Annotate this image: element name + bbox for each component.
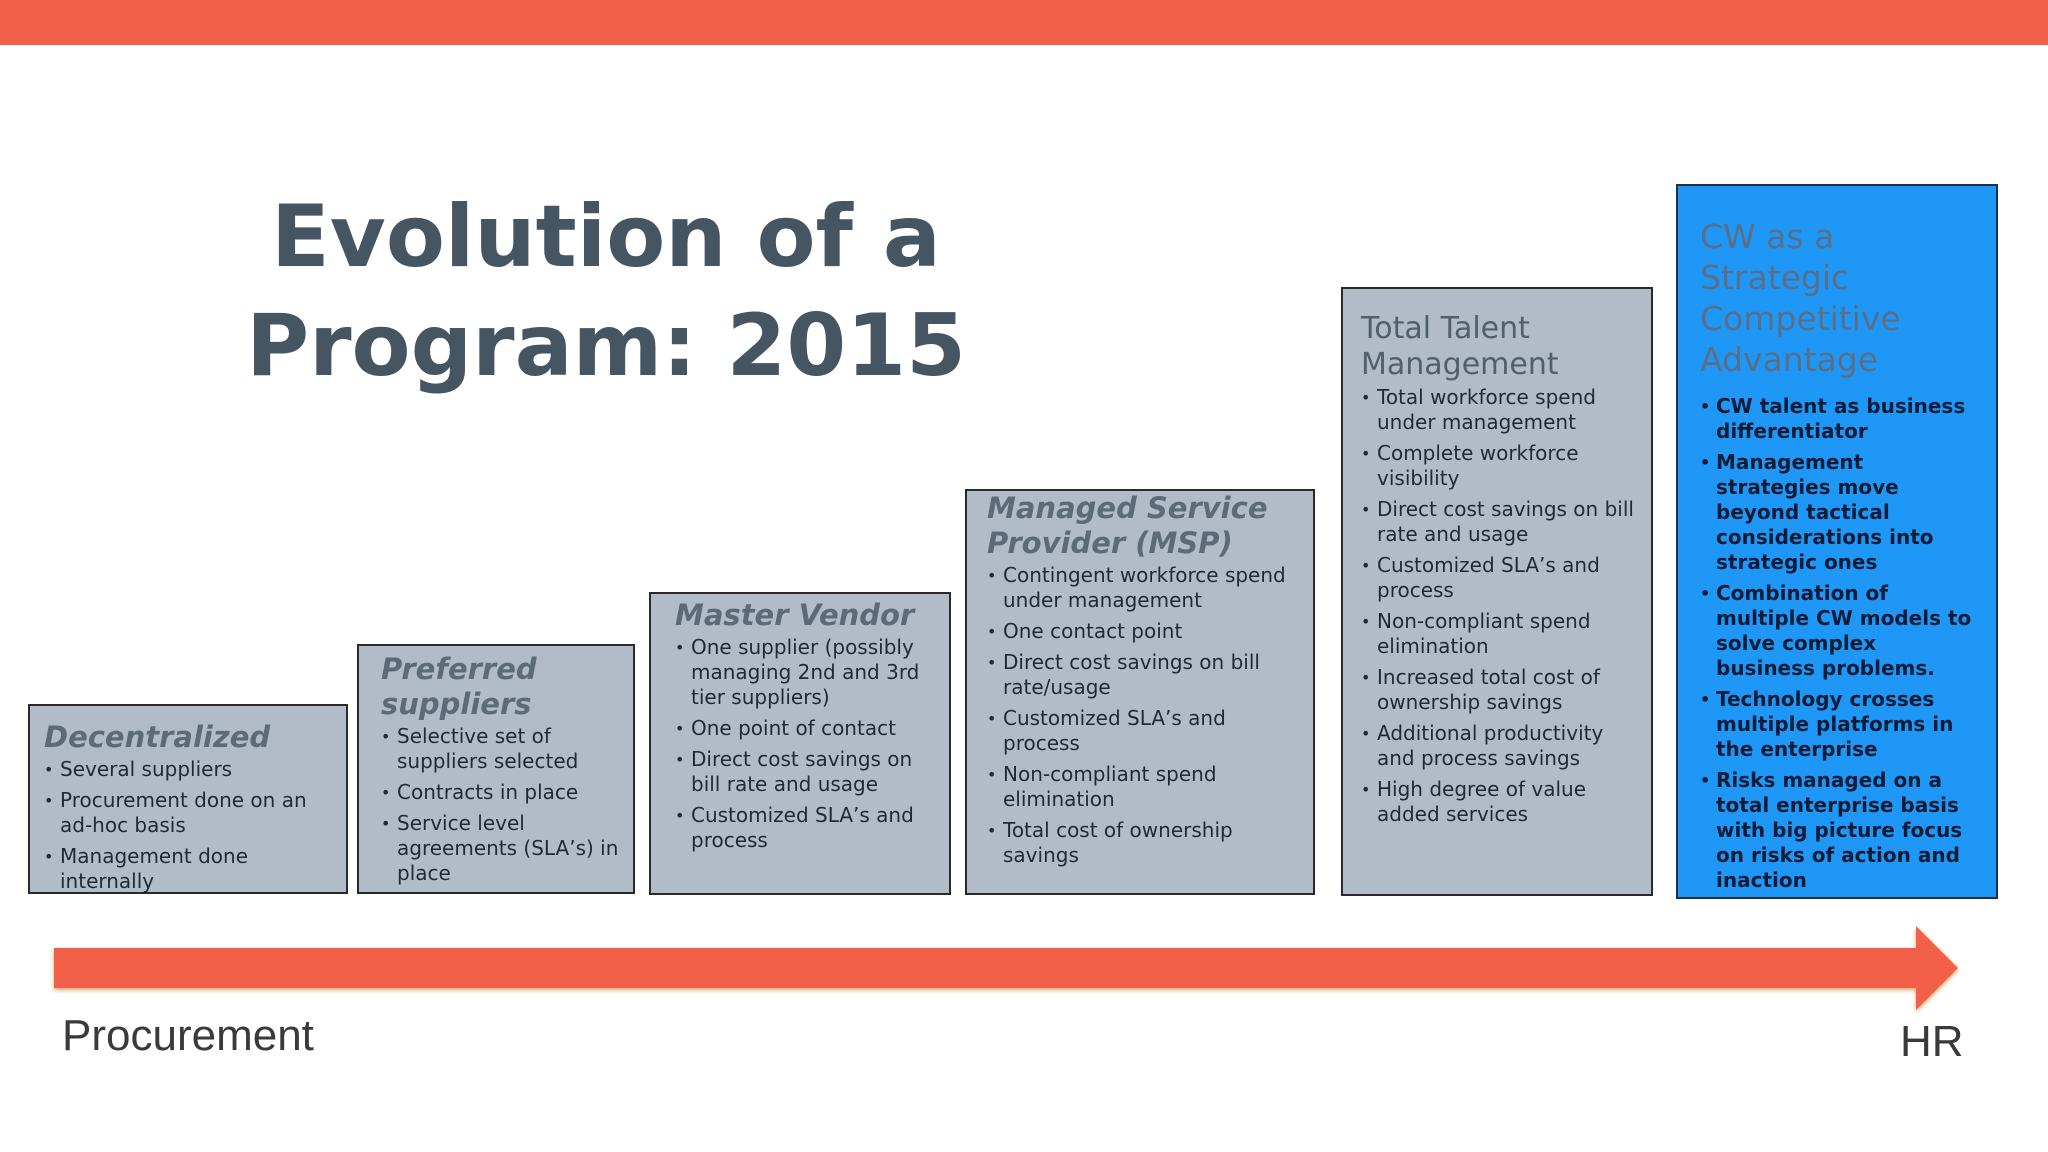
bullet-item: • Risks managed on a total enterprise basis with big picture focus on risks of action and inaction [1700, 768, 1980, 893]
stage-preferred-suppliers [357, 644, 635, 894]
bullet-item: • Customized SLA’s and process [675, 803, 937, 853]
stage-title: Managed Service Provider (MSP) [987, 491, 1268, 560]
bullet-item: • Complete workforce visibility [1361, 441, 1639, 491]
stage-title: Total Talent Management [1361, 311, 1559, 382]
bullet-item: • Non-compliant spend elimination [987, 762, 1301, 812]
stage-decentralized [28, 704, 348, 894]
bullet-item: • Service level agreements (SLA’s) in place [381, 811, 621, 886]
bullet-item: • Procurement done on an ad-hoc basis [44, 788, 334, 838]
bullet-item: • Total cost of ownership savings [987, 818, 1301, 868]
stage-bullets [44, 757, 334, 894]
bullet-item: • One point of contact [675, 716, 937, 741]
bullet-item: • Contracts in place [381, 780, 621, 805]
bullet-item: • Combination of multiple CW models to solve complex business problems. [1700, 581, 1980, 681]
bullet-item: • Direct cost savings on bill rate and usage [1361, 497, 1639, 547]
bullet-item: • Direct cost savings on bill rate and usage [675, 747, 937, 797]
page-title [240, 183, 972, 401]
bullet-item: • Customized SLA’s and process [987, 706, 1301, 756]
stage-bullets [1700, 394, 1980, 893]
title-line-1: Evolution of a [271, 187, 941, 287]
bullet-item: • Management strategies move beyond tactical considerations into strategic ones [1700, 450, 1980, 575]
axis-label-procurement: Procurement [62, 1011, 314, 1060]
bullet-item: • Customized SLA’s and process [1361, 553, 1639, 603]
bullet-item: • Management done internally [44, 844, 334, 894]
stage-master-vendor [649, 592, 951, 895]
stage-title: Decentralized [44, 720, 271, 754]
bullet-item: • CW talent as business differentiator [1700, 394, 1980, 444]
arrow-shape [54, 926, 1958, 1010]
stage-bullets [381, 724, 621, 886]
bullet-item: • One contact point [987, 619, 1301, 644]
stage-msp [965, 489, 1315, 895]
bullet-item: • Increased total cost of ownership savings [1361, 665, 1639, 715]
bullet-item: • Several suppliers [44, 757, 334, 782]
stage-strategic-advantage [1676, 184, 1998, 899]
bullet-item: • Contingent workforce spend under management [987, 563, 1301, 613]
top-accent-bar [0, 0, 2048, 45]
title-line-2: Program: 2015 [246, 296, 966, 396]
stage-total-talent-management [1341, 287, 1653, 896]
stage-title: Preferred suppliers [381, 652, 537, 721]
stage-bullets [1361, 385, 1639, 827]
stage-title: Master Vendor [675, 598, 915, 632]
bullet-item: • Total workforce spend under management [1361, 385, 1639, 435]
stage-bullets [987, 563, 1301, 868]
bullet-item: • High degree of value added services [1361, 777, 1639, 827]
progression-arrow [40, 920, 1970, 1020]
bullet-item: • Direct cost savings on bill rate/usage [987, 650, 1301, 700]
stage-title: CW as a Strategic Competitive Advantage [1700, 217, 1901, 379]
bullet-item: • Selective set of suppliers selected [381, 724, 621, 774]
bullet-item: • Additional productivity and process savings [1361, 721, 1639, 771]
bullet-item: • One supplier (possibly managing 2nd and 3rd tier suppliers) [675, 635, 937, 710]
stage-bullets [675, 635, 937, 853]
bullet-item: • Technology crosses multiple platforms in the enterprise [1700, 687, 1980, 762]
axis-label-hr: HR [1900, 1017, 1964, 1066]
bullet-item: • Non-compliant spend elimination [1361, 609, 1639, 659]
